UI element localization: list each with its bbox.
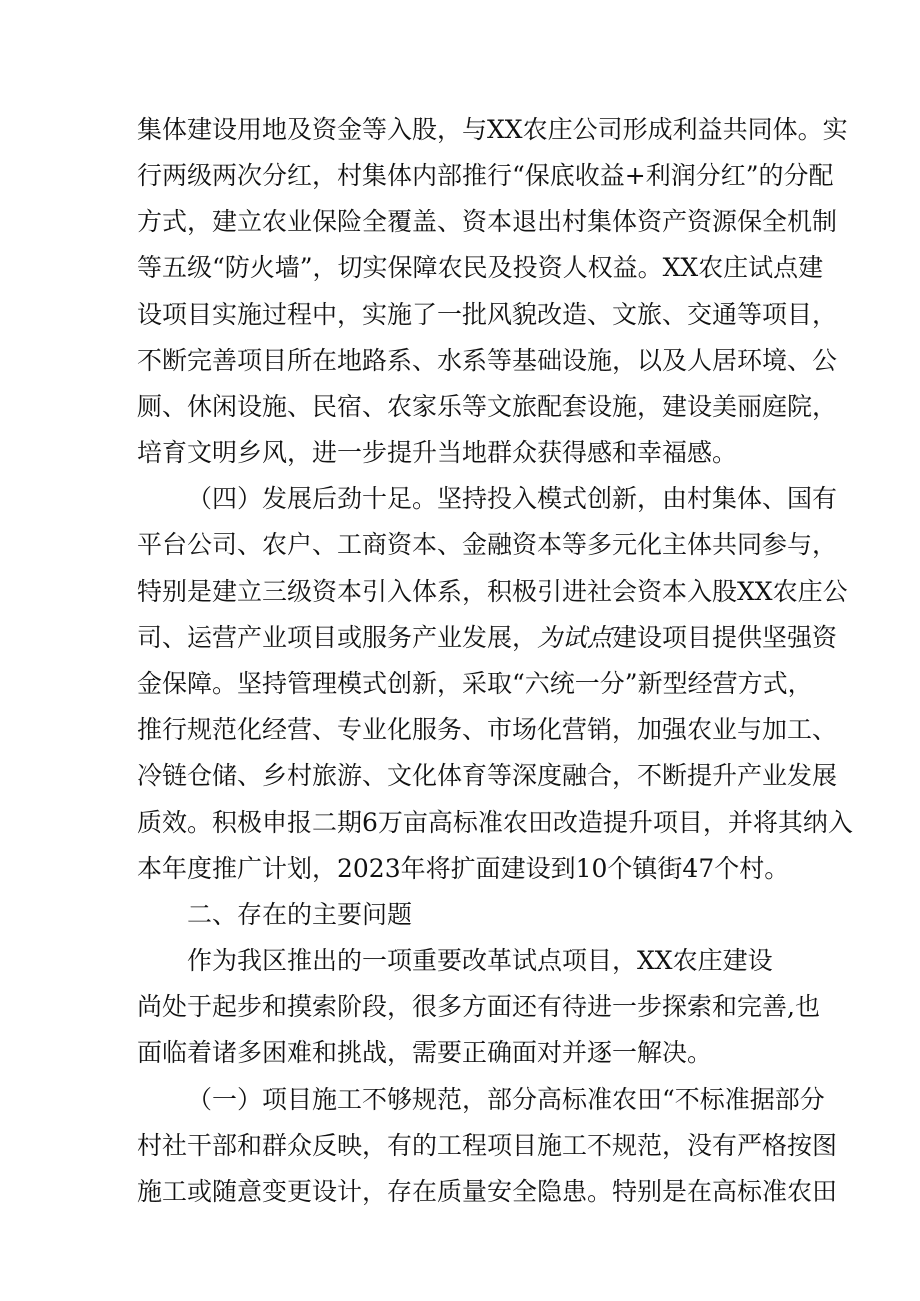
body-text-line: 不断完善项目所在地路系、水系等基础设施，以及人居环境、公: [137, 346, 838, 375]
body-text-line: 方式，建立农业保险全覆盖、资本退出村集体资产资源保全机制: [137, 207, 838, 236]
body-text-line: 作为我区推出的一项重要改革试点项目，XX农庄建设: [187, 946, 773, 975]
body-text-line: 厕、休闲设施、民宿、农家乐等文旅配套设施，建设美丽庭院，: [137, 392, 838, 421]
body-text-line: 面临着诸多困难和挑战，需要正确面对并逐一解决。: [137, 1038, 713, 1067]
body-text-line: 施工或随意变更设计，存在质量安全隐患。特别是在高标准农田: [137, 1177, 838, 1206]
body-text-line: 金保障。坚持管理模式创新，采取“六统一分”新型经营方式，: [137, 669, 813, 698]
italic-text-segment: 为试点: [537, 623, 613, 652]
section-heading-four: （四）发展后劲十足。坚持投入模式创新，由村集体、国有: [187, 484, 838, 513]
body-text-line: 村社干部和群众反映，有的工程项目施工不规范，没有严格按图: [137, 1131, 838, 1160]
text-segment: 司、运营产业项目或服务产业发展，: [137, 623, 538, 652]
body-text-line: 本年度推广计划，2023年将扩面建设到10个镇街47个村。: [137, 854, 790, 883]
body-text-line: 特别是建立三级资本引入体系，积极引进社会资本入股XX农庄公: [137, 577, 848, 606]
body-text-line-mixed: [137, 621, 837, 655]
body-text-line: 推行规范化经营、专业化服务、市场化营销，加强农业与加工、: [137, 715, 838, 744]
body-text-line: 质效。积极申报二期6万亩高标准农田改造提升项目，并将其纳入: [137, 808, 853, 837]
body-text-line: 培育文明乡风，进一步提升当地群众获得感和幸福感。: [137, 438, 738, 467]
body-text-line: 平台公司、农户、工商资本、金融资本等多元化主体共同参与，: [137, 530, 838, 559]
body-text-line: 冷链仓储、乡村旅游、文化体育等深度融合，不断提升产业发展: [137, 761, 838, 790]
body-text-line: 尚处于起步和摸索阶段，很多方面还有待进一步探索和完善,也: [137, 992, 820, 1021]
section-heading-one: （一）项目施工不够规范，部分高标准农田“不标准据部分: [187, 1085, 825, 1114]
body-text-line: 设项目实施过程中，实施了一批风貌改造、文旅、交通等项目，: [137, 300, 838, 329]
section-heading-problems: 二、存在的主要问题: [187, 900, 413, 929]
body-text-line: 行两级两次分红，村集体内部推行“保底收益+利润分红”的分配: [137, 161, 834, 190]
body-text-line: 等五级“防火墙”，切实保障农民及投资人权益。XX农庄试点建: [137, 253, 824, 282]
text-segment: 建设项目提供坚强资: [612, 623, 838, 652]
body-text-line: 集体建设用地及资金等入股，与XX农庄公司形成利益共同体。实: [137, 115, 848, 144]
